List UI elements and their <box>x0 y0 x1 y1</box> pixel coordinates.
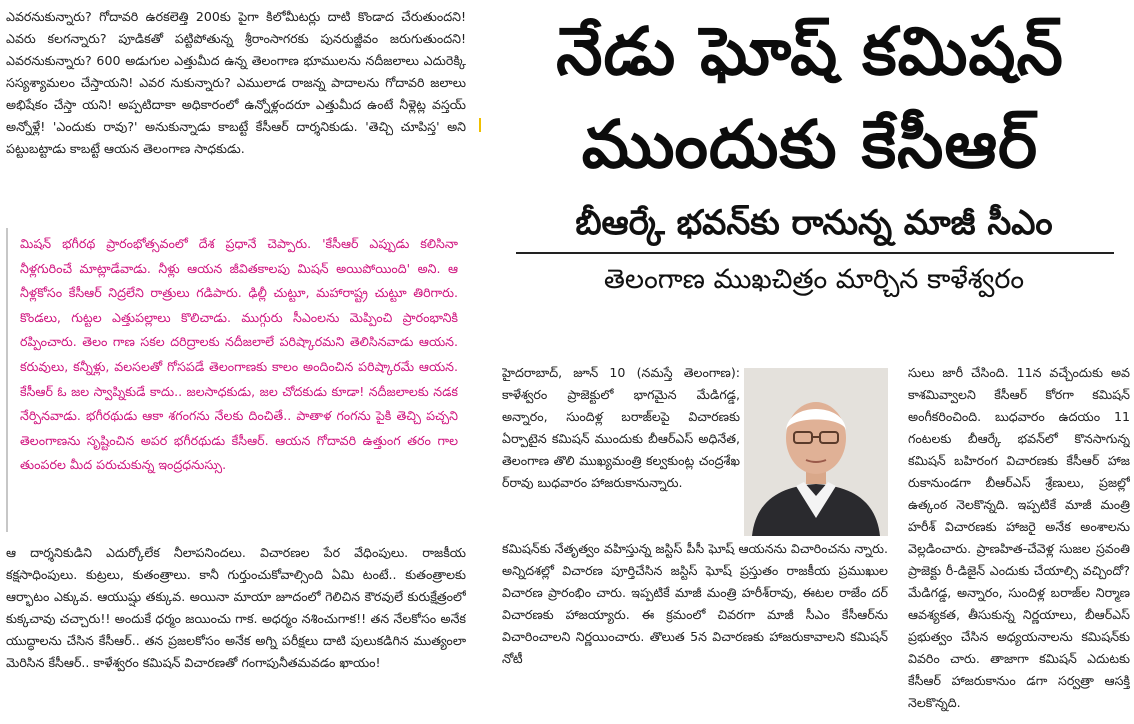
story-body <box>486 362 1134 716</box>
story-column-right: సులు జారీ చేసింది. 11న వచ్చేందుకు అవ కాశమివ్వాలని కేసీఆర్ కోరగా కమిషన్ అంగీకరించింది. బుధవారం ఉదయం 11 గంటలకు బీఆర్కే భవన్‌లో కొనసాగున్న కమిషన్ బహిరంగ విచారణకు కేసీఆర్ హాజ రుకానుండగా బీఆర్‌ఎస్ శ్రేణులు, ప్రజల్లో ఉత్కంఠ నెలకొన్నది. ఇప్పటికే మాజీ మంత్రి హరీశ్ విచారణకు హాజరై అనేక అంశాలను వెల్లడించారు. ప్రాణహిత-చేవెళ్ల సుజల స్రవంతి ప్రాజెక్టు రీ-డిజైన్ ఎందుకు చేయాల్సి వచ్చిందో? మేడిగడ్డ, అన్నారం, సుందిళ్ల బరాజ్‌ల నిర్మాణ ఆవశ్యకత, తీసుకున్న నిర్ణయాలు, బీఆర్‌ఎస్ ప్రభుత్వం చేసిన అధ్యయనాలను కమిషన్‌కు వివరిం చారు. తాజాగా కమిషన్ ఎదుటకు కేసీఆర్ హాజరుకానుం డగా సర్వత్రా ఆసక్తి నెలకొన్నది. <box>908 365 1130 710</box>
story-column-left-top: హైదరాబాద్, జూన్ 10 (నమస్తే తెలంగాణ): కాళేశ్వరం ప్రాజెక్టులో భాగమైన మేడిగడ్డ, అన్నారం, సుందిళ్ల బరాజ్‌లపై విచారణకు ఏర్పాటైన కమిషన్ ముందుకు బీఆర్‌ఎస్ అధినేత, తెలంగాణ తొలి ముఖ్యమంత్రి కల్వకుంట్ల చంద్రశేఖ ర్‌రావు బుధవారం హాజరుకానున్నారు. <box>502 365 740 490</box>
story-column-left-bottom: కమిషన్‌కు నేతృత్వం వహిస్తున్న జస్టిస్ పీసీ ఘోష్ ఆయనను విచారించను న్నారు. అన్నిదశల్లో విచారణ పూర్తిచేసిన జస్టిస్ ఘోష్ ప్రస్తుతం రాజకీయ ప్రముఖుల విచారణ ప్రారంభిం చారు. ఇప్పటికే మాజీ మంత్రి హరీశ్‌రావు, ఈటల రాజేం దర్ విచారణకు హాజయ్యారు. ఈ క్రమంలో చివరగా మాజీ సీఎం కేసీఆర్‌ను విచారించాలని నిర్ణయించారు. తొలుత 5న విచారణకు హాజరుకావాలని కమిషన్ నోటీ <box>502 541 888 666</box>
headline-line-2: ముందుకు కేసీఆర్ <box>581 106 1039 183</box>
main-story <box>486 0 1134 716</box>
subheadline-rule <box>516 252 1114 254</box>
portrait-photo <box>744 368 888 536</box>
highlight-box <box>6 228 466 532</box>
left-column <box>0 0 472 716</box>
left-top-paragraph: ఎవరనుకున్నారు? గోదావరి ఉరకలెత్తి 200కు పైగా కిలోమీటర్లు దాటి కొండాద చేరుతుందని! ఎవరు కలగన్నారు? పూడికతో పట్టిపోతున్న శ్రీరాంసాగరకు పునరుజ్జీవం జరుగుతుందని! ఎవరనుకున్నారు? 600 అడుగుల ఎత్తుమీద ఉన్న తెలంగాణ భూములను నదీజలాలు ఎదురెక్కి సస్యశ్యామలం చేస్తాయని! ఎవర నుకున్నారు? ఎములాడ రాజన్న పాదాలను గోదావరి జలాలు అభిషేకం చేస్తా యని! అప్పటిదాకా అధికారంలో ఉన్నోళ్లందరూ ఎత్తుమీద ఉంటే నీళ్లెట్ల వస్తయ్ అన్నోళ్లే! 'ఎందుకు రావు?' అనుకున్నాడు కాబట్టే కేసీఆర్ దార్శనికుడు. 'తెచ్చి చూపిస్త' అని పట్టుబట్టాడు కాబట్టే ఆయన తెలంగాణ సాధకుడు. <box>6 9 466 156</box>
left-bottom-paragraph: ఆ దార్శనికుడిని ఎదుర్కోలేక నీలాపనిందలు. విచారణల పేర వేధింపులు. రాజకీయ కక్షసాధింపులు. కుట్రలు, కుతంత్రాలు. కానీ గుర్తుంచుకోవాల్సింది ఏమి టంటే.. కుతంత్రాలకు ఆర్భాటం ఎక్కువ. ఆయుష్షు తక్కువ. అయినా మాయా జూదంలో గెలిచిన కౌరవులే కురుక్షేత్రంలో కుక్కచావు చచ్చారు!! అందుకే ధర్మం జయించు గాక. అధర్మం నశించుగాక!! తన నేలకోసం అనేక యుద్ధాలను చేసిన కేసీఆర్.. తన ప్రజలకోసం అనేక అగ్ని పరీక్షలు దాటి పులుకడిగిన ముత్యంలా మెరిసిన కేసీఆర్.. కాళేశ్వరం కమిషన్ విచారణతో గంగాపునీతమవడం ఖాయం! <box>6 545 466 670</box>
subheadline-1: బీఆర్కే భవన్‌కు రానున్న మాజీ సీఎం <box>575 203 1053 243</box>
subheadline-2: తెలంగాణ ముఖచిత్రం మార్చిన కాళేశ్వరం <box>603 264 1025 295</box>
column-divider-mark <box>479 118 481 132</box>
headline-line-1: నేడు ఘోష్ కమిషన్ <box>556 13 1064 90</box>
highlight-paragraph: మిషన్ భగీరథ ప్రారంభోత్సవంలో దేశ ప్రధానే చెప్పారు. 'కేసీఆర్ ఎప్పుడు కలిసినా నీళ్లగురించే మాట్లాడేవాడు. నీళ్లు ఆయన జీవితకాలపు మిషన్ అయిపోయింది' అని. ఆ నీళ్లకోసం కేసీఆర్ నిద్రలేని రాత్రులు గడిపారు. ఢిల్లీ చుట్టూ, మహారాష్ట్ర చుట్టూ తిరిగారు. కొండలు, గుట్టల ఎత్తుపల్లాలు కొలిచాడు. ముగ్గురు సీఎంలను మెప్పించి ప్రారంభానికి రప్పించారు. తెలం గాణ సకల దరిద్రాలకు నదీజలాలే పరిష్కారమని తెలిసినవాడు ఆయన. కరువులు, కన్నీళ్లు, వలసలతో గోసపడే తెలంగాణకు కాలం అందించిన పరిష్కారమే ఆయన. కేసీఆర్ ఓ జల స్వాప్నికుడే కాదు.. జలసాధకుడు, జల చోదకుడు కూడా! నదీజలాలకు నడక నేర్పినవాడు. భగీరథుడు ఆకా శగంగను నేలకు దించితే.. పాతాళ గంగను పైకి తెచ్చి పచ్చని తెలంగాణను సృష్టించిన అపర భగీరథుడు కేసీఆర్. ఆయన గోదావరి ఉత్తుంగ తరం గాల తుంపరల మీద పరుచుకున్న ఇంద్రధనుస్సు. <box>20 236 458 473</box>
